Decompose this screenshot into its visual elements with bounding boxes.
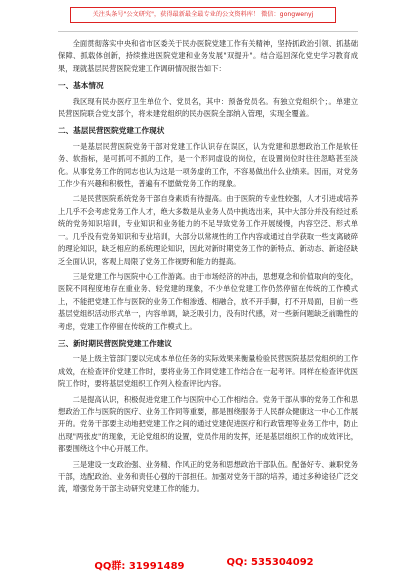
section-2-paragraph-1: 一是基层民营医院党务干部对党建工作认识存在误区，认为党建和思想政治工作是软任务、软指标，是可抓可不抓的工作，是一个形同虚设的岗位，在设置岗位时往往忽略甚至淡化。从事党务工作的同志也认为这是一项务虚的工作，不容易做出什么业绩来。因而，对党务工作少有兴趣和积极性，普遍有不愿做党务工作的现象。: [58, 141, 358, 189]
promo-banner: 关注头条号"公文研究"，获得最新最全最专业的公文资料库！ 微信：gongwenyj: [70, 7, 336, 23]
section-2-heading: 二、基层民营医院党建工作现状: [58, 126, 165, 136]
footer-contact: [0, 557, 408, 572]
qq-group-number: QQ群: 31991489: [94, 561, 185, 572]
section-2-paragraph-2: 二是民营医院系统党务干部自身素质有待提高。由于医院的专业性较强，人才引进或培养上几乎不会考虑党务工作人才，绝大多数是从业务人员中挑选出来，其中大部分并没有经过系统的党务知识培训，专业知识和业务能力的不足导致党务工作开展缓慢，内容空泛、形式单一。几乎没有党务知识和专业培训，大部分以常规性的工作内容或通过自学获取一些支离破碎的理论知识，缺乏相应的系统理论知识，因此对新时期党务工作的新特点、新动态、新途径缺乏全面认识，客观上局限了党务工作视野和能力的提高。: [58, 194, 358, 266]
section-3-paragraph-2: 二是提高认识，积极促进党建工作与医院中心工作相结合。党务干部从事的党务工作和思想政治工作与医院的医疗、业务工作同等重要，都是围绕服务于人民群众健康这一中心工作展开的。党务干部要主动地把党建工作之间的通过党建促进医疗和行政管理等业务工作中，防止出现"两张皮"的现象，无论党组织的设置，党员作用的发挥，还是基层组织工作的成效评比，都要围绕这个中心开展工作。: [58, 394, 358, 454]
intro-paragraph: 全面贯彻落实中央和省市区委关于民办医院党建工作有关精神，坚持抓政治引领、抓基础保障、抓载体创新，持续推进医院党建和业务发展"双提升"。结合巡回深化党史学习教育成果，现就基层民营医院党建工作调研情况报告如下：: [58, 39, 358, 73]
page-divider: [58, 31, 358, 32]
section-2-paragraph-3: 三是党建工作与医院中心工作游离。由于市场经济的冲击，思想观念和价值取向的变化，医院不同程度地存在重业务、轻党建的现象，不少单位党建工作仍然停留在传统的工作模式上，不能把党建工作与医院的业务工作相渗透、相融合，放不开手脚，打不开局面，目前一些基层党组织活动形式单一，内容单调，缺乏吸引力，没有时代感，对一些新问题缺乏前瞻性的考虑，党建工作停留在传统的工作模式上。: [58, 271, 358, 331]
section-1-paragraph-1: 我区现有民办医疗卫生单位个、党员名，其中：预备党员名。有独立党组织个；。单建立民营医院联合党支部个，将未建党组织的民办医院全部纳入管理，实现全覆盖。: [58, 96, 358, 119]
section-3-paragraph-3: 三是建设一支政治强、业务精、作风正的党务和思想政治干部队伍。配备好专、兼职党务干部，选配政治、业务和责任心强的干部担任。加强对党务干部的培养，通过多种途径广泛交流，增强党务干部主动研究党建工作的能力。: [58, 459, 358, 494]
section-1-heading: 一、基本情况: [58, 81, 104, 91]
section-3-heading: 三、新时期民营医院党建工作建议: [58, 338, 172, 348]
document-body: [58, 38, 358, 496]
section-3-paragraph-1: 一是上级主管部门要以完成本单位任务的实际效果来衡量检验民营医院基层党组织的工作成效，在检查评价党建工作时，要将业务工作同党建工作结合在一起考评。同样在检查评优医院工作时，要将基层党组织工作列入检查评比内容。: [58, 354, 358, 389]
qq-number: QQ: 535304092: [226, 557, 314, 568]
